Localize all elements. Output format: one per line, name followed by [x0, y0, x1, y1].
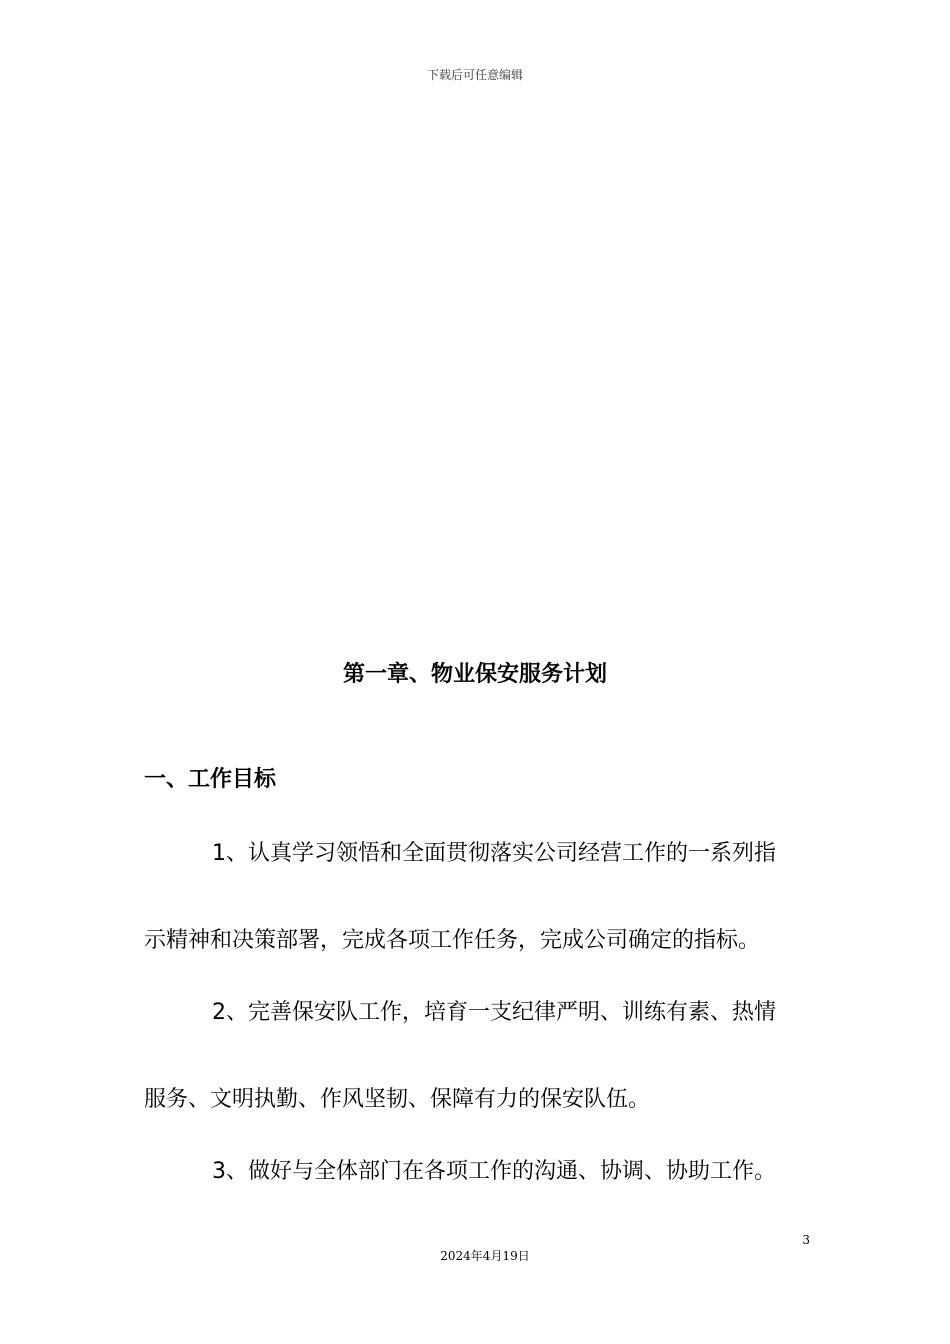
goal-item-1-line-1: 1、认真学习领悟和全面贯彻落实公司经营工作的一系列指 — [212, 841, 776, 866]
goal-item-2-line-2: 服务、文明执勤、作风坚韧、保障有力的保安队伍。 — [144, 1087, 651, 1112]
chapter-title: 第一章、物业保安服务计划 — [342, 662, 607, 687]
goal-item-1-line-2: 示精神和决策部署，完成各项工作任务，完成公司确定的指标。 — [144, 928, 761, 953]
footer-date: 2024年4月19日 — [440, 1249, 530, 1263]
page-number: 3 — [802, 1233, 810, 1247]
goal-item-3-line-1: 3、做好与全体部门在各项工作的沟通、协调、协助工作。 — [212, 1159, 776, 1184]
goal-item-2-line-1: 2、完善保安队工作，培育一支纪律严明、训练有素、热情 — [212, 1000, 776, 1025]
page-header-note: 下载后可任意编辑 — [426, 68, 523, 82]
section-title: 一、工作目标 — [144, 767, 277, 792]
